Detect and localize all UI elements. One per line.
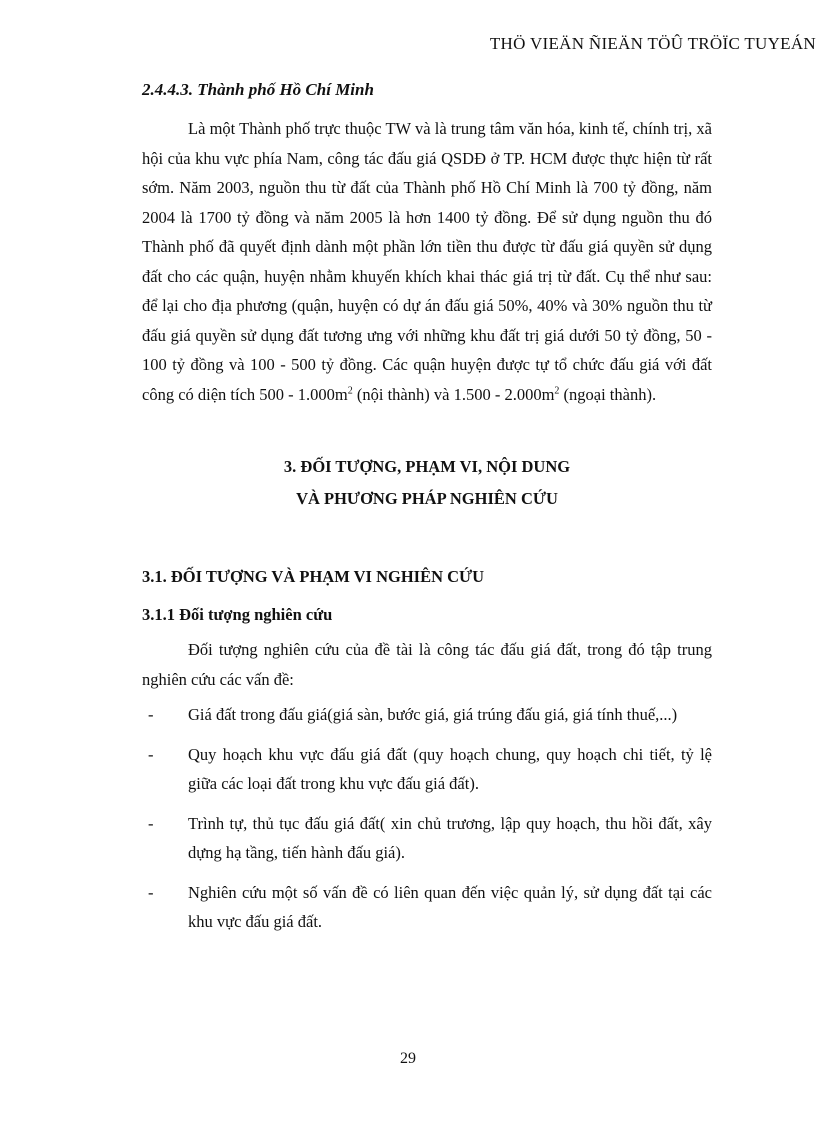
intro-paragraph: Đối tượng nghiên cứu của đề tài là công tác đấu giá đất, trong đó tập trung nghiên cứu các vấn đề: [142,640,712,689]
research-issues-list [142,700,712,937]
chapter-title-line-1: 3. ĐỐI TƯỢNG, PHẠM VI, NỘI DUNG [283,457,571,476]
list-bullet: - [148,705,154,724]
library-header: THÖ VIEÄN ÑIEÄN TÖÛ TRÖÏC TUYEÁN [489,34,816,53]
list-item: - Giá đất trong đấu giá(giá sàn, bước giá, giá trúng đấu giá, giá tính thuế,...) [142,700,712,730]
list-item: - Quy hoạch khu vực đấu giá đất (quy hoạch chung, quy hoạch chi tiết, tỷ lệ giữa các loại đất trong khu vực đấu giá đất). [142,740,712,799]
list-item: - Nghiên cứu một số vấn đề có liên quan đến việc quản lý, sử dụng đất tại các khu vực đấu giá đất. [142,878,712,937]
page-number: 29 [400,1050,416,1067]
subsection-heading: 3.1. ĐỐI TƯỢNG VÀ PHẠM VI NGHIÊN CỨU [142,567,485,586]
hcm-paragraph: Là một Thành phố trực thuộc TW và là trung tâm văn hóa, kinh tế, chính trị, xã hội của khu vực phía Nam, công tác đấu giá QSDĐ ở TP. HCM được thực hiện từ rất sớm. Năm 2003, nguồn thu từ đất của Thành phố Hồ Chí Minh là 700 tỷ đồng, năm 2004 là 1700 tỷ đồng và năm 2005 là hơn 1400 tỷ đồng. Để sử dụng nguồn thu đó Thành phố đã quyết định dành một phần lớn tiền thu được từ đấu giá quyền sử dụng đất cho các quận, huyện nhằm khuyến khích khai thác giá trị từ đất. Cụ thể như sau: để lại cho địa phương (quận, huyện có dự án đấu giá 50%, 40% và 30% nguồn thu từ đấu giá quyền sử dụng đất tương ưng với những khu đất trị giá dưới 50 tỷ đồng, 50 - 100 tỷ đồng và 100 - 500 tỷ đồng. Các quận huyện được tự tổ chức đấu giá với đất công có diện tích $500 - 1.000m^2$ (nội thành) và $1.500 - 2.000m^2$ (ngoại thành). [142,119,712,404]
list-bullet: - [148,813,154,833]
list-item: - Trình tự, thủ tục đấu giá đất( xin chủ trương, lập quy hoạch, thu hồi đất, xây dựng hạ tầng, tiến hành đấu giá). [142,809,712,868]
list-bullet: - [148,882,154,902]
chapter-title-line-2: VÀ PHƯƠNG PHÁP NGHIÊN CỨU [296,489,558,508]
chapter-title [142,451,712,515]
page-content [142,70,712,947]
list-bullet: - [148,744,154,764]
subsubsection-heading: 3.1.1 Đối tượng nghiên cứu [142,605,333,624]
section-title: 2.4.4.3. Thành phố Hồ Chí Minh [142,80,374,99]
